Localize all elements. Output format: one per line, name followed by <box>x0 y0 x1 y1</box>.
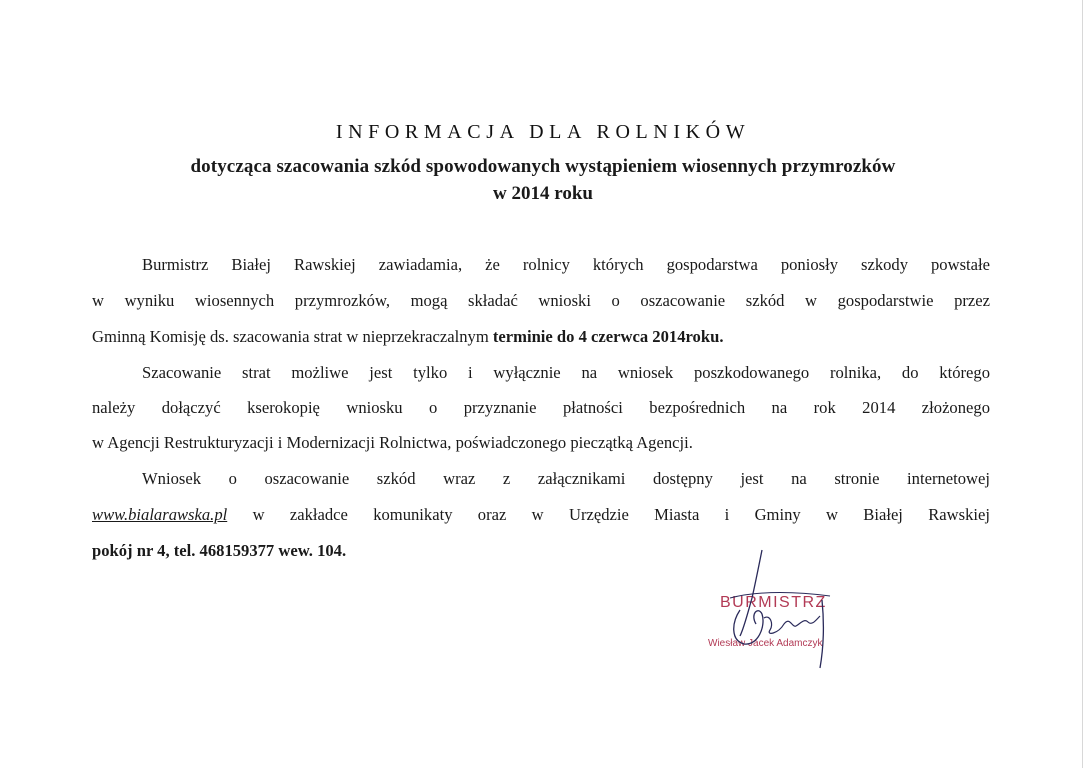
contact-line: pokój nr 4, tel. 468159377 wew. 104. <box>92 541 347 560</box>
website-link[interactable]: www.bialarawska.pl <box>92 505 228 524</box>
p1-line1: Burmistrz Białej Rawskiej zawiadamia, że rolnicy których gospodarstwa poniosły szkody powstałe <box>142 255 990 274</box>
p2-line3: w Agencji Restrukturyzacji i Modernizacji Rolnictwa, poświadczonego pieczątką Agencji. <box>92 433 693 452</box>
document-title: INFORMACJA DLA ROLNIKÓW <box>335 121 751 143</box>
p1-line2: w wyniku wiosennych przymrozków, mogą składać wnioski o oszacowanie szkód w gospodarstwie przez <box>92 291 990 310</box>
scan-edge <box>1082 0 1083 768</box>
stamp-name: Wiesław Jacek Adamczyk <box>708 638 823 649</box>
p3-line2-rest: w zakładce komunikaty oraz w Urzędzie Miasta i Gminy w Białej Rawskiej <box>252 505 990 524</box>
p2-line2: należy dołączyć kserokopię wniosku o przyznanie płatności bezpośrednich na rok 2014 złożonego <box>92 398 990 417</box>
p2-line1: Szacowanie strat możliwe jest tylko i wyłącznie na wniosek poszkodowanego rolnika, do którego <box>142 363 990 382</box>
mayor-stamp-signature <box>700 540 860 680</box>
p3-line1: Wniosek o oszacowanie szkód wraz z załącznikami dostępny jest na stronie internetowej <box>142 469 990 488</box>
p1-line3-text: Gminną Komisję ds. szacowania strat w nieprzekraczalnym <box>92 327 493 346</box>
document-subtitle: dotycząca szacowania szkód spowodowanych wystąpieniem wiosennych przymrozków <box>190 156 896 177</box>
p1-line3 <box>92 327 990 347</box>
stamp-title: BURMISTRZ <box>720 594 827 611</box>
p3-line2 <box>92 505 990 525</box>
signature-stroke-3 <box>764 616 820 633</box>
document-year-line: w 2014 roku <box>493 183 593 204</box>
deadline-text: terminie do 4 czerwca 2014roku. <box>492 327 724 346</box>
